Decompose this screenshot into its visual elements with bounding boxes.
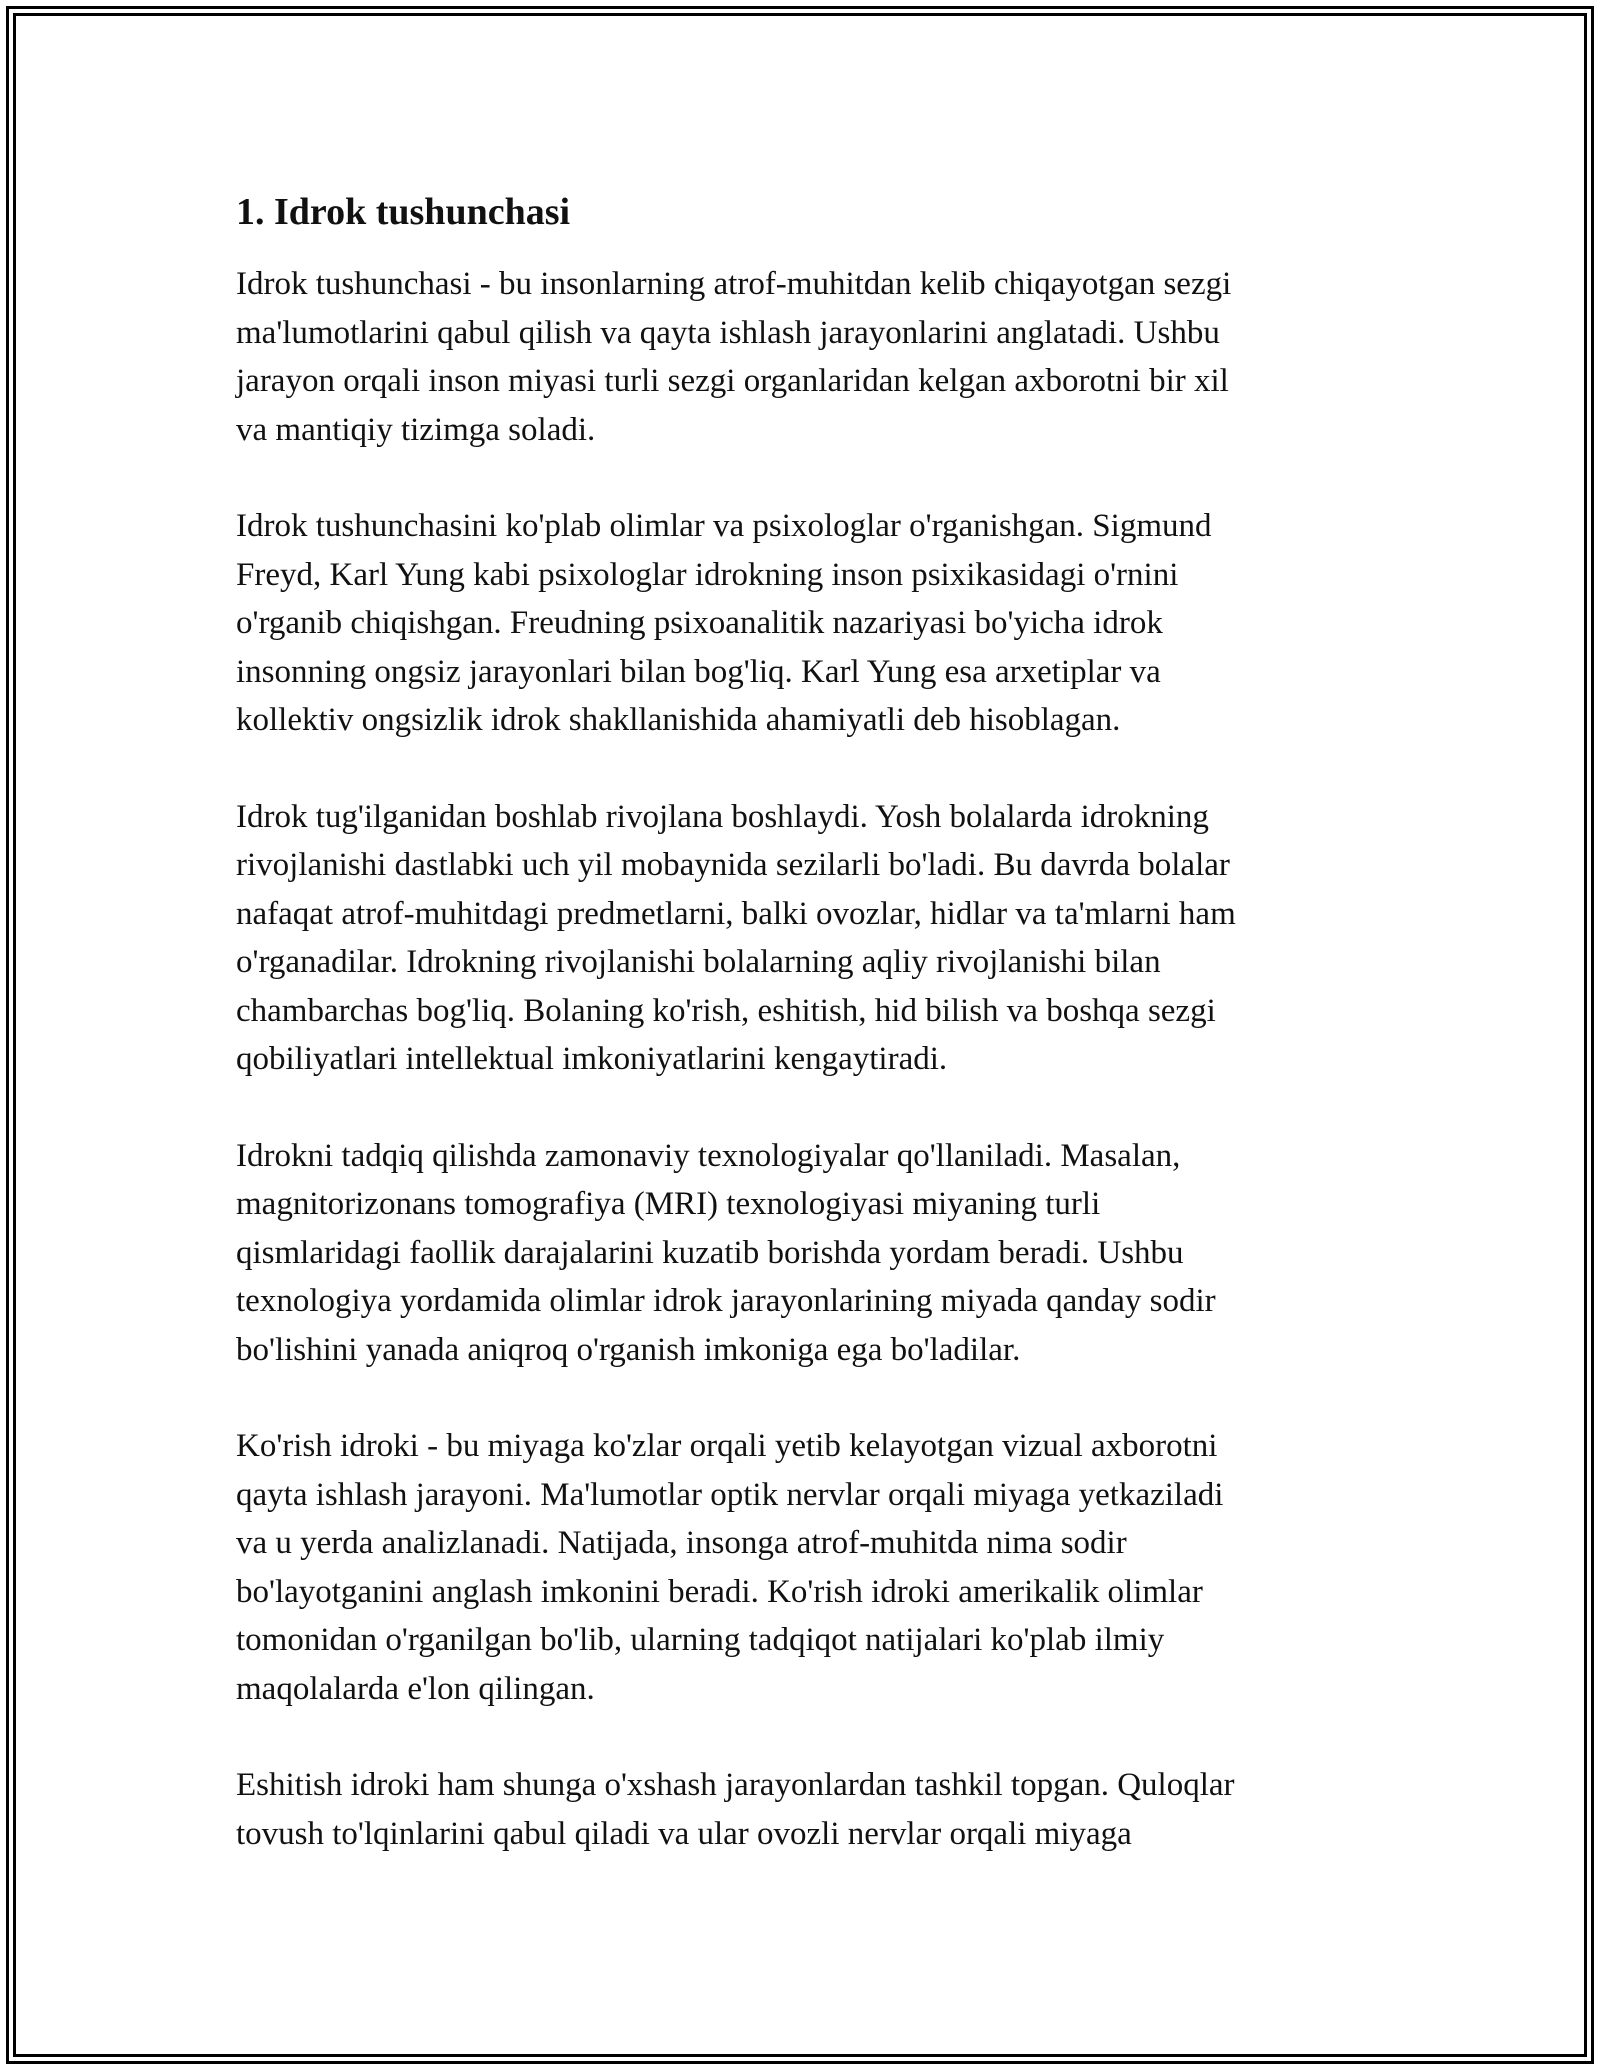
text-line: Ko'rish idroki - bu miyaga ko'zlar orqali yetib kelayotgan vizual axborotni	[236, 1428, 1218, 1464]
text-line: Idrok tushunchasini ko'plab olimlar va psixologlar o'rganishgan. Sigmund	[236, 508, 1212, 544]
paragraph-4	[236, 1132, 1366, 1375]
text-line: insonning ongsiz jarayonlari bilan bog'liq. Karl Yung esa arxetiplar va	[236, 653, 1161, 690]
text-line: o'rganadilar. Idrokning rivojlanishi bolalarning aqliy rivojlanishi bilan	[236, 944, 1161, 980]
text-line: tomonidan o'rganilgan bo'lib, ularning tadqiqot natijalari ko'plab ilmiy	[236, 1622, 1165, 1658]
paragraph-2	[236, 502, 1366, 745]
text-line: magnitorizonans tomografiya (MRI) texnologiyasi miyaning turli	[236, 1186, 1101, 1222]
document-body	[236, 188, 1366, 1906]
text-line: qismlaridagi faollik darajalarini kuzatib borishda yordam beradi. Ushbu	[236, 1234, 1184, 1271]
paragraph-1	[236, 260, 1366, 454]
paragraph-5	[236, 1422, 1366, 1713]
text-line: o'rganib chiqishgan. Freudning psixoanalitik nazariyasi bo'yicha idrok	[236, 605, 1163, 641]
text-line: chambarchas bog'liq. Bolaning ko'rish, eshitish, hid bilish va boshqa sezgi	[236, 992, 1216, 1029]
section-heading: 1. Idrok tushunchasi	[236, 191, 571, 233]
text-line: bo'layotganini anglash imkonini beradi. Ko'rish idroki amerikalik olimlar	[236, 1573, 1203, 1610]
text-line: qobiliyatlari intellektual imkoniyatlarini kengaytiradi.	[236, 1041, 948, 1077]
text-line: kollektiv ongsizlik idrok shakllanishida ahamiyatli deb hisoblagan.	[236, 702, 1121, 738]
text-line: rivojlanishi dastlabki uch yil mobaynida sezilarli bo'ladi. Bu davrda bolalar	[236, 847, 1230, 883]
text-line: Eshitish idroki ham shunga o'xshash jarayonlardan tashkil topgan. Quloqlar	[236, 1767, 1235, 1803]
text-line: ma'lumotlarini qabul qilish va qayta ishlash jarayonlarini anglatadi. Ushbu	[236, 314, 1220, 351]
text-line: Idrok tushunchasi - bu insonlarning atrof-muhitdan kelib chiqayotgan sezgi	[236, 266, 1232, 302]
text-line: maqolalarda e'lon qilingan.	[236, 1670, 595, 1707]
text-line: texnologiya yordamida olimlar idrok jarayonlarining miyada qanday sodir	[236, 1283, 1216, 1319]
text-line: Idrokni tadqiq qilishda zamonaviy texnologiyalar qo'llaniladi. Masalan,	[236, 1137, 1181, 1174]
text-line: Idrok tug'ilganidan boshlab rivojlana boshlaydi. Yosh bolalarda idrokning	[236, 798, 1209, 835]
text-line: tovush to'lqinlarini qabul qiladi va ular ovozli nervlar orqali miyaga	[236, 1815, 1132, 1852]
text-line: jarayon orqali inson miyasi turli sezgi organlaridan kelgan axborotni bir xil	[236, 363, 1229, 399]
text-line: nafaqat atrof-muhitdagi predmetlarni, balki ovozlar, hidlar va ta'mlarni ham	[236, 895, 1236, 932]
paragraph-6	[236, 1761, 1366, 1858]
text-line: bo'lishini yanada aniqroq o'rganish imkoniga ega bo'ladilar.	[236, 1331, 1021, 1368]
text-line: qayta ishlash jarayoni. Ma'lumotlar optik nervlar orqali miyaga yetkaziladi	[236, 1476, 1224, 1513]
paragraph-3	[236, 793, 1366, 1084]
text-line: Freyd, Karl Yung kabi psixologlar idrokning inson psixikasidagi o'rnini	[236, 556, 1179, 593]
text-line: va mantiqiy tizimga soladi.	[236, 411, 596, 448]
text-line: va u yerda analizlanadi. Natijada, insonga atrof-muhitda nima sodir	[236, 1525, 1127, 1561]
